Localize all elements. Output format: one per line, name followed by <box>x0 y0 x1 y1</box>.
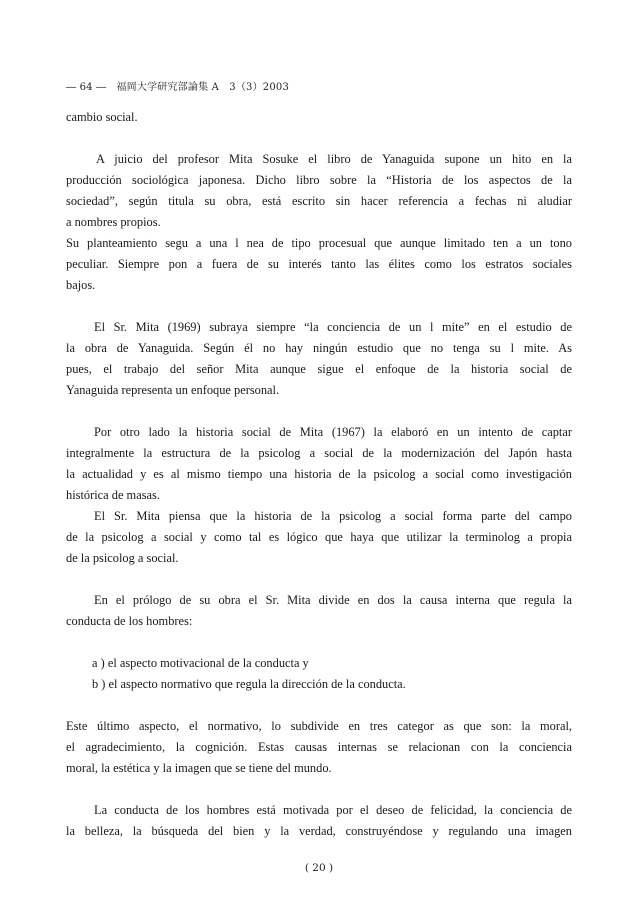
paragraph-1 <box>66 149 572 233</box>
text-line: Por otro lado la historia social de Mita (1967) la elaboró en un intento de captar <box>94 425 572 439</box>
text-line: a nombres propios. <box>66 215 161 229</box>
text-line: integralmente la estructura de la psicolog a social de la modernización del Japón hasta <box>66 446 572 460</box>
text-line: Este último aspecto, el normativo, lo subdivide en tres categor as que son: la moral, <box>66 719 572 733</box>
text-line: El Sr. Mita piensa que la historia de la psicolog a social forma parte del campo <box>94 509 572 523</box>
paragraph-7 <box>66 716 572 779</box>
text-line: moral, la estética y la imagen que se tiene del mundo. <box>66 761 332 775</box>
page-number: ( 20 ) <box>304 862 334 874</box>
paragraph-5 <box>66 506 572 569</box>
paragraph-6 <box>66 590 572 632</box>
text-line: la obra de Yanaguida. Según él no hay ningún estudio que no tenga su l mite. As <box>66 341 572 355</box>
text-line: histórica de masas. <box>66 488 160 502</box>
text-line: sociedad”, según titula su obra, está escrito sin hacer referencia a fechas ni aludiar <box>66 194 572 208</box>
text-line: peculiar. Siempre pon a fuera de su interés tanto las élites como los estratos sociales <box>66 257 572 271</box>
text-line: El Sr. Mita (1969) subraya siempre “la conciencia de un l mite” en el estudio de <box>94 320 572 334</box>
text-line: la actualidad y es al mismo tiempo una historia de la psicolog a social como investigación <box>66 467 572 481</box>
paragraph-2 <box>66 233 572 296</box>
text-line: conducta de los hombres: <box>66 614 193 628</box>
list-item: b ) el aspecto normativo que regula la dirección de la conducta. <box>92 677 406 691</box>
paragraph-4 <box>66 422 572 506</box>
text-line: de la psicolog a social. <box>66 551 179 565</box>
text-line: La conducta de los hombres está motivada por el deseo de felicidad, la conciencia de <box>94 803 572 817</box>
text-line: bajos. <box>66 278 96 292</box>
text-line: de la psicolog a social y como tal es lógico que haya que utilizar la terminolog a propia <box>66 530 572 544</box>
text-line: cambio social. <box>66 110 138 124</box>
text-line: Su planteamiento segu a una l nea de tipo procesual que aunque limitado ten a un tono <box>66 236 572 250</box>
text-line: En el prólogo de su obra el Sr. Mita divide en dos la causa interna que regula la <box>94 593 572 607</box>
text-line: pues, el trabajo del señor Mita aunque sigue el enfoque de la historia social de <box>66 362 572 376</box>
text-line: el agradecimiento, la cognición. Estas causas internas se relacionan con la conciencia <box>66 740 572 754</box>
enumerated-list <box>66 653 572 695</box>
list-item: a ) el aspecto motivacional de la conducta y <box>92 656 309 670</box>
paragraph-3 <box>66 317 572 401</box>
text-line: producción sociológica japonesa. Dicho libro sobre la “Historia de los aspectos de la <box>66 173 572 187</box>
body-text <box>66 107 572 842</box>
running-header: ― 64 ― 福岡大学研究部論集 A 3（3）2003 <box>66 82 290 93</box>
paragraph-8 <box>66 800 572 842</box>
text-line: la belleza, la búsqueda del bien y la verdad, construyéndose y regulando una imagen <box>66 824 572 838</box>
text-line: Yanaguida representa un enfoque personal. <box>66 383 280 397</box>
text-line: A juicio del profesor Mita Sosuke el libro de Yanaguida supone un hito en la <box>96 152 572 166</box>
